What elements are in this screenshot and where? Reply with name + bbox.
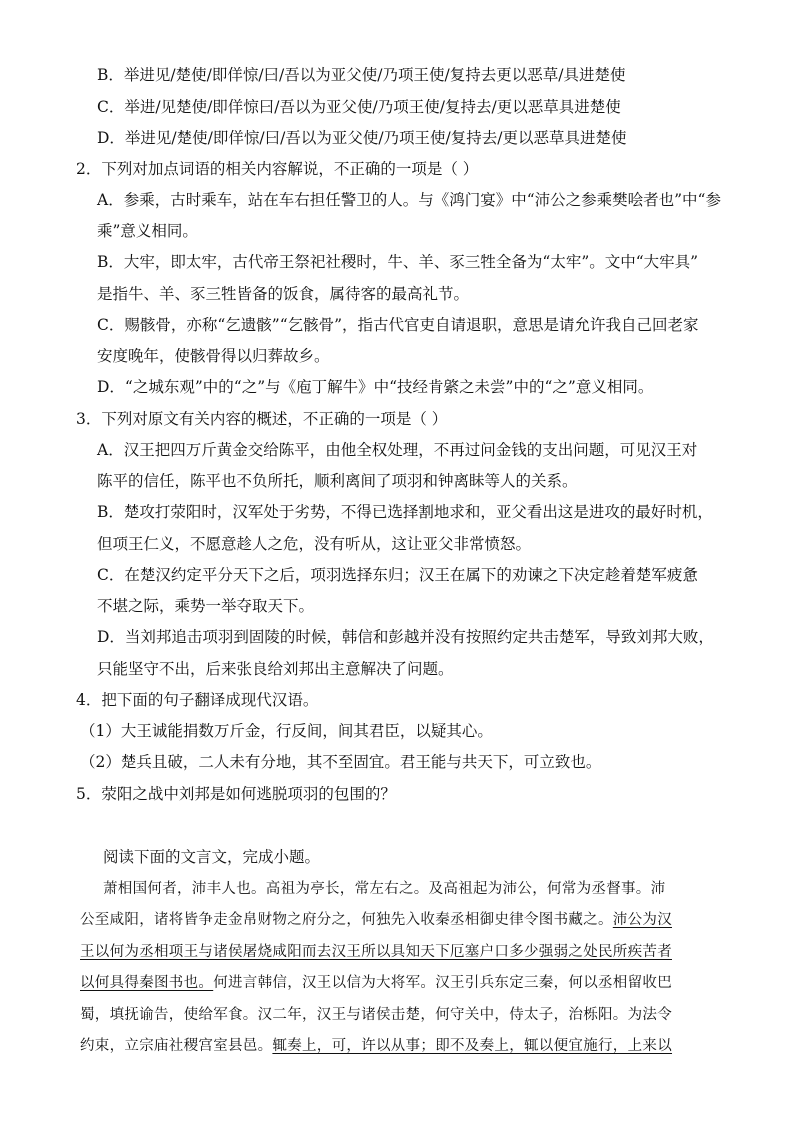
option-d-prev: D．举进见/楚使/即佯惊/曰/吾以为亚父使/乃项王使/复持去/更以恶草具进楚使 bbox=[97, 129, 627, 147]
q2-option-c-line2: 安度晚年，使骸骨得以归葬故乡。 bbox=[97, 347, 330, 365]
q2-option-c-line1: C．赐骸骨，亦称“乞遗骸”“乞骸骨”，指古代官吏自请退职，意思是请允许我自己回老家 bbox=[97, 316, 699, 334]
passage-line-6 bbox=[80, 1036, 672, 1056]
q2-option-b-line1: B．大牢，即太牢，古代帝王祭祀社稷时，牛、羊、豕三牲全备为“太牢”。文中“大牢具” bbox=[97, 253, 699, 271]
passage-line-6-text: 约束，立宗庙社稷宫室县邑。 bbox=[80, 1038, 273, 1054]
passage-line-3-underlined: 王以何为丞相项王与诸侯屠烧咸阳而去汉王所以具知天下厄塞户口多少强弱之处民所疾苦者 bbox=[80, 944, 672, 960]
q2-option-a-line1: A．参乘，古时乘车，站在车右担任警卫的人。与《鸿门宴》中“沛公之参乘樊哙者也”中“参 bbox=[97, 191, 721, 209]
q2-option-b-line2: 是指牛、羊、豕三牲皆备的饭食，属待客的最高礼节。 bbox=[97, 285, 470, 303]
underlined-sentence-start: 沛公为汉 bbox=[612, 912, 672, 928]
passage-line-5: 蜀，填抚谕告，使给军食。汉二年，汉王与诸侯击楚，何守关中，侍太子，治栎阳。为法令 bbox=[80, 1007, 672, 1023]
q3-option-c-line1: C．在楚汉约定平分天下之后，项羽选择东归；汉王在属下的劝谏之下决定趁着楚军疲惫 bbox=[97, 566, 698, 584]
underlined-sentence-2: 辄奏上，可，许以从事；即不及奏上，辄以便宜施行，上来以 bbox=[272, 1038, 673, 1054]
question-4-stem: 4．把下面的句子翻译成现代汉语。 bbox=[76, 691, 319, 709]
passage-intro: 阅读下面的文言文，完成小题。 bbox=[103, 848, 321, 866]
underlined-sentence-end: 以何具得秦图书也。 bbox=[80, 975, 214, 991]
q2-option-a-line2: 乘”意义相同。 bbox=[97, 222, 198, 240]
q3-option-d-line2: 只能坚守不出，后来张良给刘邦出主意解决了问题。 bbox=[97, 660, 454, 678]
q4-sentence-2: （2）楚兵且破，二人未有分地，其不至固宜。君王能与共天下，可立致也。 bbox=[80, 753, 602, 771]
question-5-stem: 5．荥阳之战中刘邦是如何逃脱项羽的包围的？ bbox=[76, 785, 396, 803]
question-2-stem: 2．下列对加点词语的相关内容解说，不正确的一项是（ ） bbox=[76, 160, 479, 178]
passage-line-4-text: 何进言韩信，汉王以信为大将军。汉王引兵东定三秦，何以丞相留收巴 bbox=[213, 975, 672, 991]
passage-line-2-text: 公至咸阳，诸将皆争走金帛财物之府分之，何独先入收秦丞相御史律令图书藏之。 bbox=[80, 912, 613, 928]
passage-line-2 bbox=[80, 910, 672, 930]
question-3-stem: 3．下列对原文有关内容的概述，不正确的一项是（ ） bbox=[76, 410, 448, 428]
passage-line-4 bbox=[80, 973, 672, 993]
q3-option-c-line2: 不堪之际，乘势一举夺取天下。 bbox=[97, 597, 315, 615]
q3-option-b-line1: B．楚攻打荥阳时，汉军处于劣势，不得已选择割地求和，亚父看出这是进攻的最好时机， bbox=[97, 503, 713, 521]
q2-option-d-line1: D．“之城东观”中的“之”与《庖丁解牛》中“技经肯綮之未尝”中的“之”意义相同。 bbox=[97, 378, 654, 396]
q3-option-a-line2: 陈平的信任，陈平也不负所托，顺利离间了项羽和钟离眛等人的关系。 bbox=[97, 472, 578, 490]
q4-sentence-1: （1）大王诚能捐数万斤金，行反间，间其君臣，以疑其心。 bbox=[80, 722, 493, 740]
option-c-prev: C．举进/见楚使/即佯惊曰/吾以为亚父使/乃项王使/复持去/更以恶草具进楚使 bbox=[97, 98, 621, 116]
option-b-prev: B．举进见/楚使/即佯惊/曰/吾以为亚父使/乃项王使/复持去更以恶草/具进楚使 bbox=[97, 66, 626, 84]
q3-option-b-line2: 但项王仁义，不愿意趁人之危，没有听从，这让亚父非常愤怒。 bbox=[97, 535, 532, 553]
q3-option-d-line1: D．当刘邦追击项羽到固陵的时候，韩信和彭越并没有按照约定共击楚军，导致刘邦大败， bbox=[97, 628, 714, 646]
q3-option-a-line1: A．汉王把四万斤黄金交给陈平，由他全权处理，不再过问金钱的支出问题，可见汉王对 bbox=[97, 441, 698, 459]
passage-line-1: 萧相国何者，沛丰人也。高祖为亭长，常左右之。及高祖起为沛公，何常为丞督事。沛 bbox=[103, 881, 666, 897]
